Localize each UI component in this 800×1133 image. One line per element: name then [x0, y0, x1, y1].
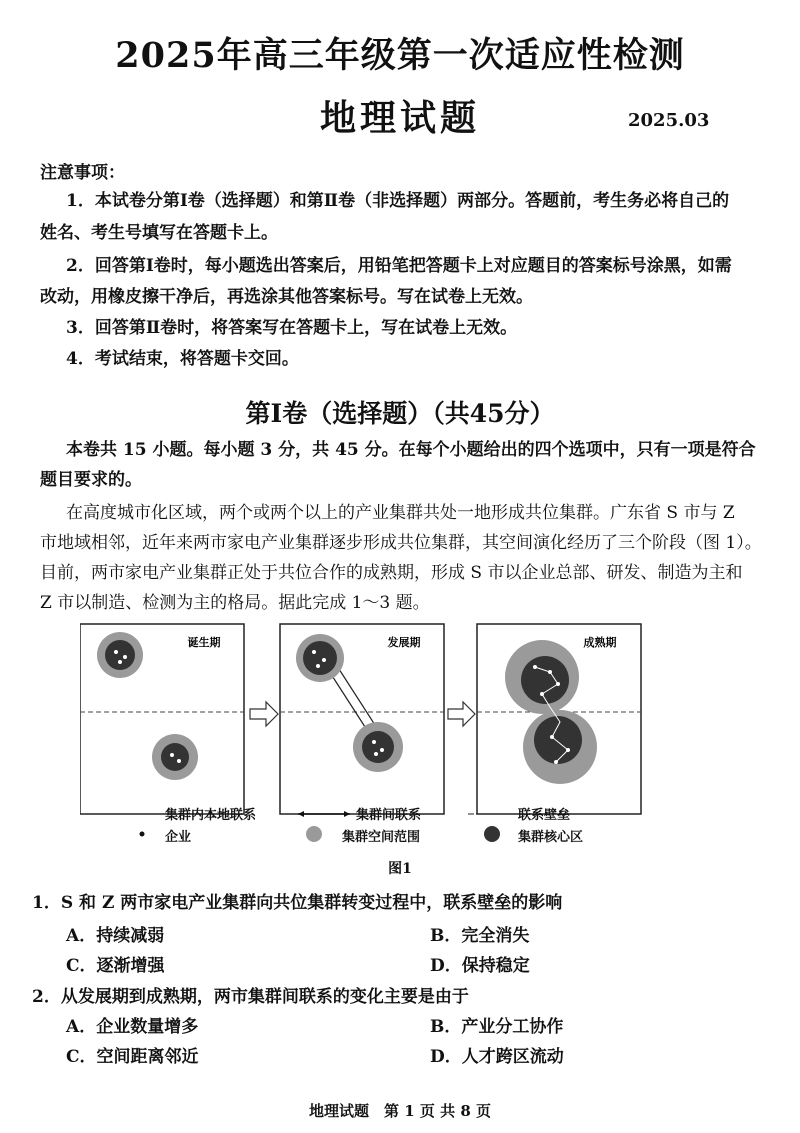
- stage-arrow-icon: [250, 702, 278, 726]
- section-title: 第Ⅰ卷（选择题）（共45分）: [245, 399, 555, 428]
- question-stem: 2．从发展期到成熟期，两市集群间联系的变化主要是由于: [32, 987, 469, 1007]
- exam-date: 2025.03: [628, 110, 710, 131]
- option-a: A．持续减弱: [66, 926, 165, 946]
- notice-line: 姓名、考生号填写在答题卡上。: [40, 223, 278, 243]
- option-d: D．人才跨区流动: [430, 1047, 564, 1067]
- notice-line: 4．考试结束，将答题卡交回。: [66, 349, 299, 369]
- passage-line: 在高度城市化区域，两个或两个以上的产业集群共处一地形成共位集群。广东省 S 市与 Z: [66, 503, 735, 523]
- notice-line: 改动，用橡皮擦干净后，再选涂其他答案标号。写在试卷上无效。: [40, 287, 533, 307]
- passage-line: 市地域相邻，近年来两市家电产业集群逐步形成共位集群，其空间演化经历了三个阶段（图 1）。: [40, 533, 762, 553]
- notice-line: 3．回答第Ⅱ卷时，将答案写在答题卡上，写在试卷上无效。: [66, 318, 518, 338]
- panel-label-maturity: 成熟期: [583, 636, 617, 649]
- exam-title: 2025年高三年级第一次适应性检测: [115, 35, 685, 76]
- legend-barrier: 联系壁垒: [518, 808, 571, 823]
- legend-cluster-range: 集群空间范围: [342, 830, 421, 845]
- legend-inter-link: 集群间联系: [356, 808, 422, 823]
- notice-line: 2．回答第Ⅰ卷时，每小题选出答案后，用铅笔把答题卡上对应题目的答案标号涂黑，如需: [66, 256, 732, 276]
- section-intro: 本卷共 15 小题。每小题 3 分，共 45 分。在每个小题给出的四个选项中，只有一项是符合: [66, 440, 756, 460]
- panel-label-birth: 诞生期: [187, 636, 221, 649]
- stage-arrow-icon: [448, 702, 475, 726]
- option-a: A．企业数量增多: [66, 1017, 199, 1037]
- panel-maturity: [477, 624, 641, 814]
- option-c: C．空间距离邻近: [66, 1047, 199, 1067]
- cluster-evolution-figure: [80, 622, 660, 817]
- option-b: B．产业分工协作: [430, 1017, 564, 1037]
- page-footer: 地理试题 第 1 页 共 8 页: [309, 1102, 491, 1120]
- panel-label-development: 发展期: [387, 636, 421, 649]
- legend-enterprise: 企业: [165, 830, 192, 845]
- option-d: D．保持稳定: [430, 956, 530, 976]
- panel-development: [280, 624, 444, 814]
- section-intro: 题目要求的。: [40, 470, 142, 490]
- passage-line: 目前，两市家电产业集群正处于共位合作的成熟期，形成 S 市以企业总部、研发、制造为主和: [40, 563, 743, 583]
- notice-heading: 注意事项：: [40, 163, 125, 183]
- option-c: C．逐渐增强: [66, 956, 165, 976]
- exam-subject: 地理试题: [319, 97, 480, 139]
- passage-line: Z 市以制造、检测为主的格局。据此完成 1～3 题。: [40, 593, 430, 613]
- option-b: B．完全消失: [430, 926, 530, 946]
- panel-birth: [80, 624, 244, 814]
- figure-caption: 图1: [388, 861, 412, 877]
- notice-line: 1．本试卷分第Ⅰ卷（选择题）和第Ⅱ卷（非选择题）两部分。答题前，考生务必将自己的: [66, 191, 730, 211]
- cluster-core-symbol: [484, 826, 500, 842]
- cluster-range-symbol: [306, 826, 322, 842]
- question-stem: 1．S 和 Z 两市家电产业集群向共位集群转变过程中，联系壁垒的影响: [32, 893, 563, 913]
- legend-cluster-core: 集群核心区: [518, 830, 584, 845]
- enterprise-symbol: [140, 832, 145, 837]
- legend-local-link: 集群内本地联系: [165, 808, 257, 823]
